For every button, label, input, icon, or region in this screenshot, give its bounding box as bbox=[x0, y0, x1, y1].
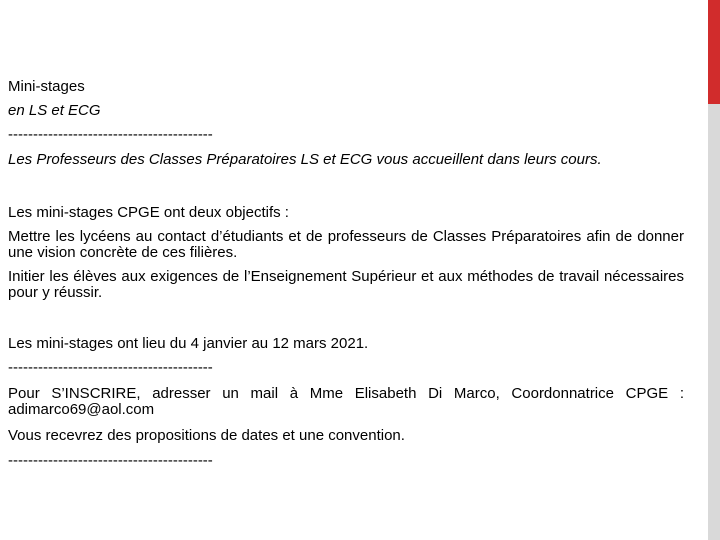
separator-bottom: ----------------------------------------- bbox=[8, 452, 213, 469]
separator-top: ----------------------------------------- bbox=[8, 126, 213, 143]
objective-1: Mettre les lycéens au contact d’étudiants et de professeurs de Classes Préparatoires afin de donner une vision concrète de ces filières. bbox=[8, 228, 684, 261]
side-rail-gap bbox=[695, 0, 708, 540]
dates-text: Les mini-stages ont lieu du 4 janvier au 12 mars 2021. bbox=[8, 335, 369, 352]
intro-text: Les Professeurs des Classes Préparatoires LS et ECG vous accueillent dans leurs cours. bbox=[8, 151, 602, 168]
side-rail bbox=[695, 0, 720, 540]
objective-2: Initier les élèves aux exigences de l’Enseignement Supérieur et aux méthodes de travail nécessaires pour y réussir. bbox=[8, 268, 684, 301]
side-rail-bar bbox=[708, 104, 720, 540]
followup-text: Vous recevrez des propositions de dates et une convention. bbox=[8, 427, 405, 444]
registration-text: Pour S’INSCRIRE, adresser un mail à Mme Elisabeth Di Marco, Coordonnatrice CPGE : adimarco69@aol.com bbox=[8, 385, 684, 418]
objectives-heading: Les mini-stages CPGE ont deux objectifs : bbox=[8, 204, 289, 221]
accent-bar bbox=[708, 0, 720, 104]
slide-subtitle: en LS et ECG bbox=[8, 102, 101, 119]
separator-middle: ----------------------------------------- bbox=[8, 359, 213, 376]
slide-title: Mini-stages bbox=[8, 78, 85, 95]
